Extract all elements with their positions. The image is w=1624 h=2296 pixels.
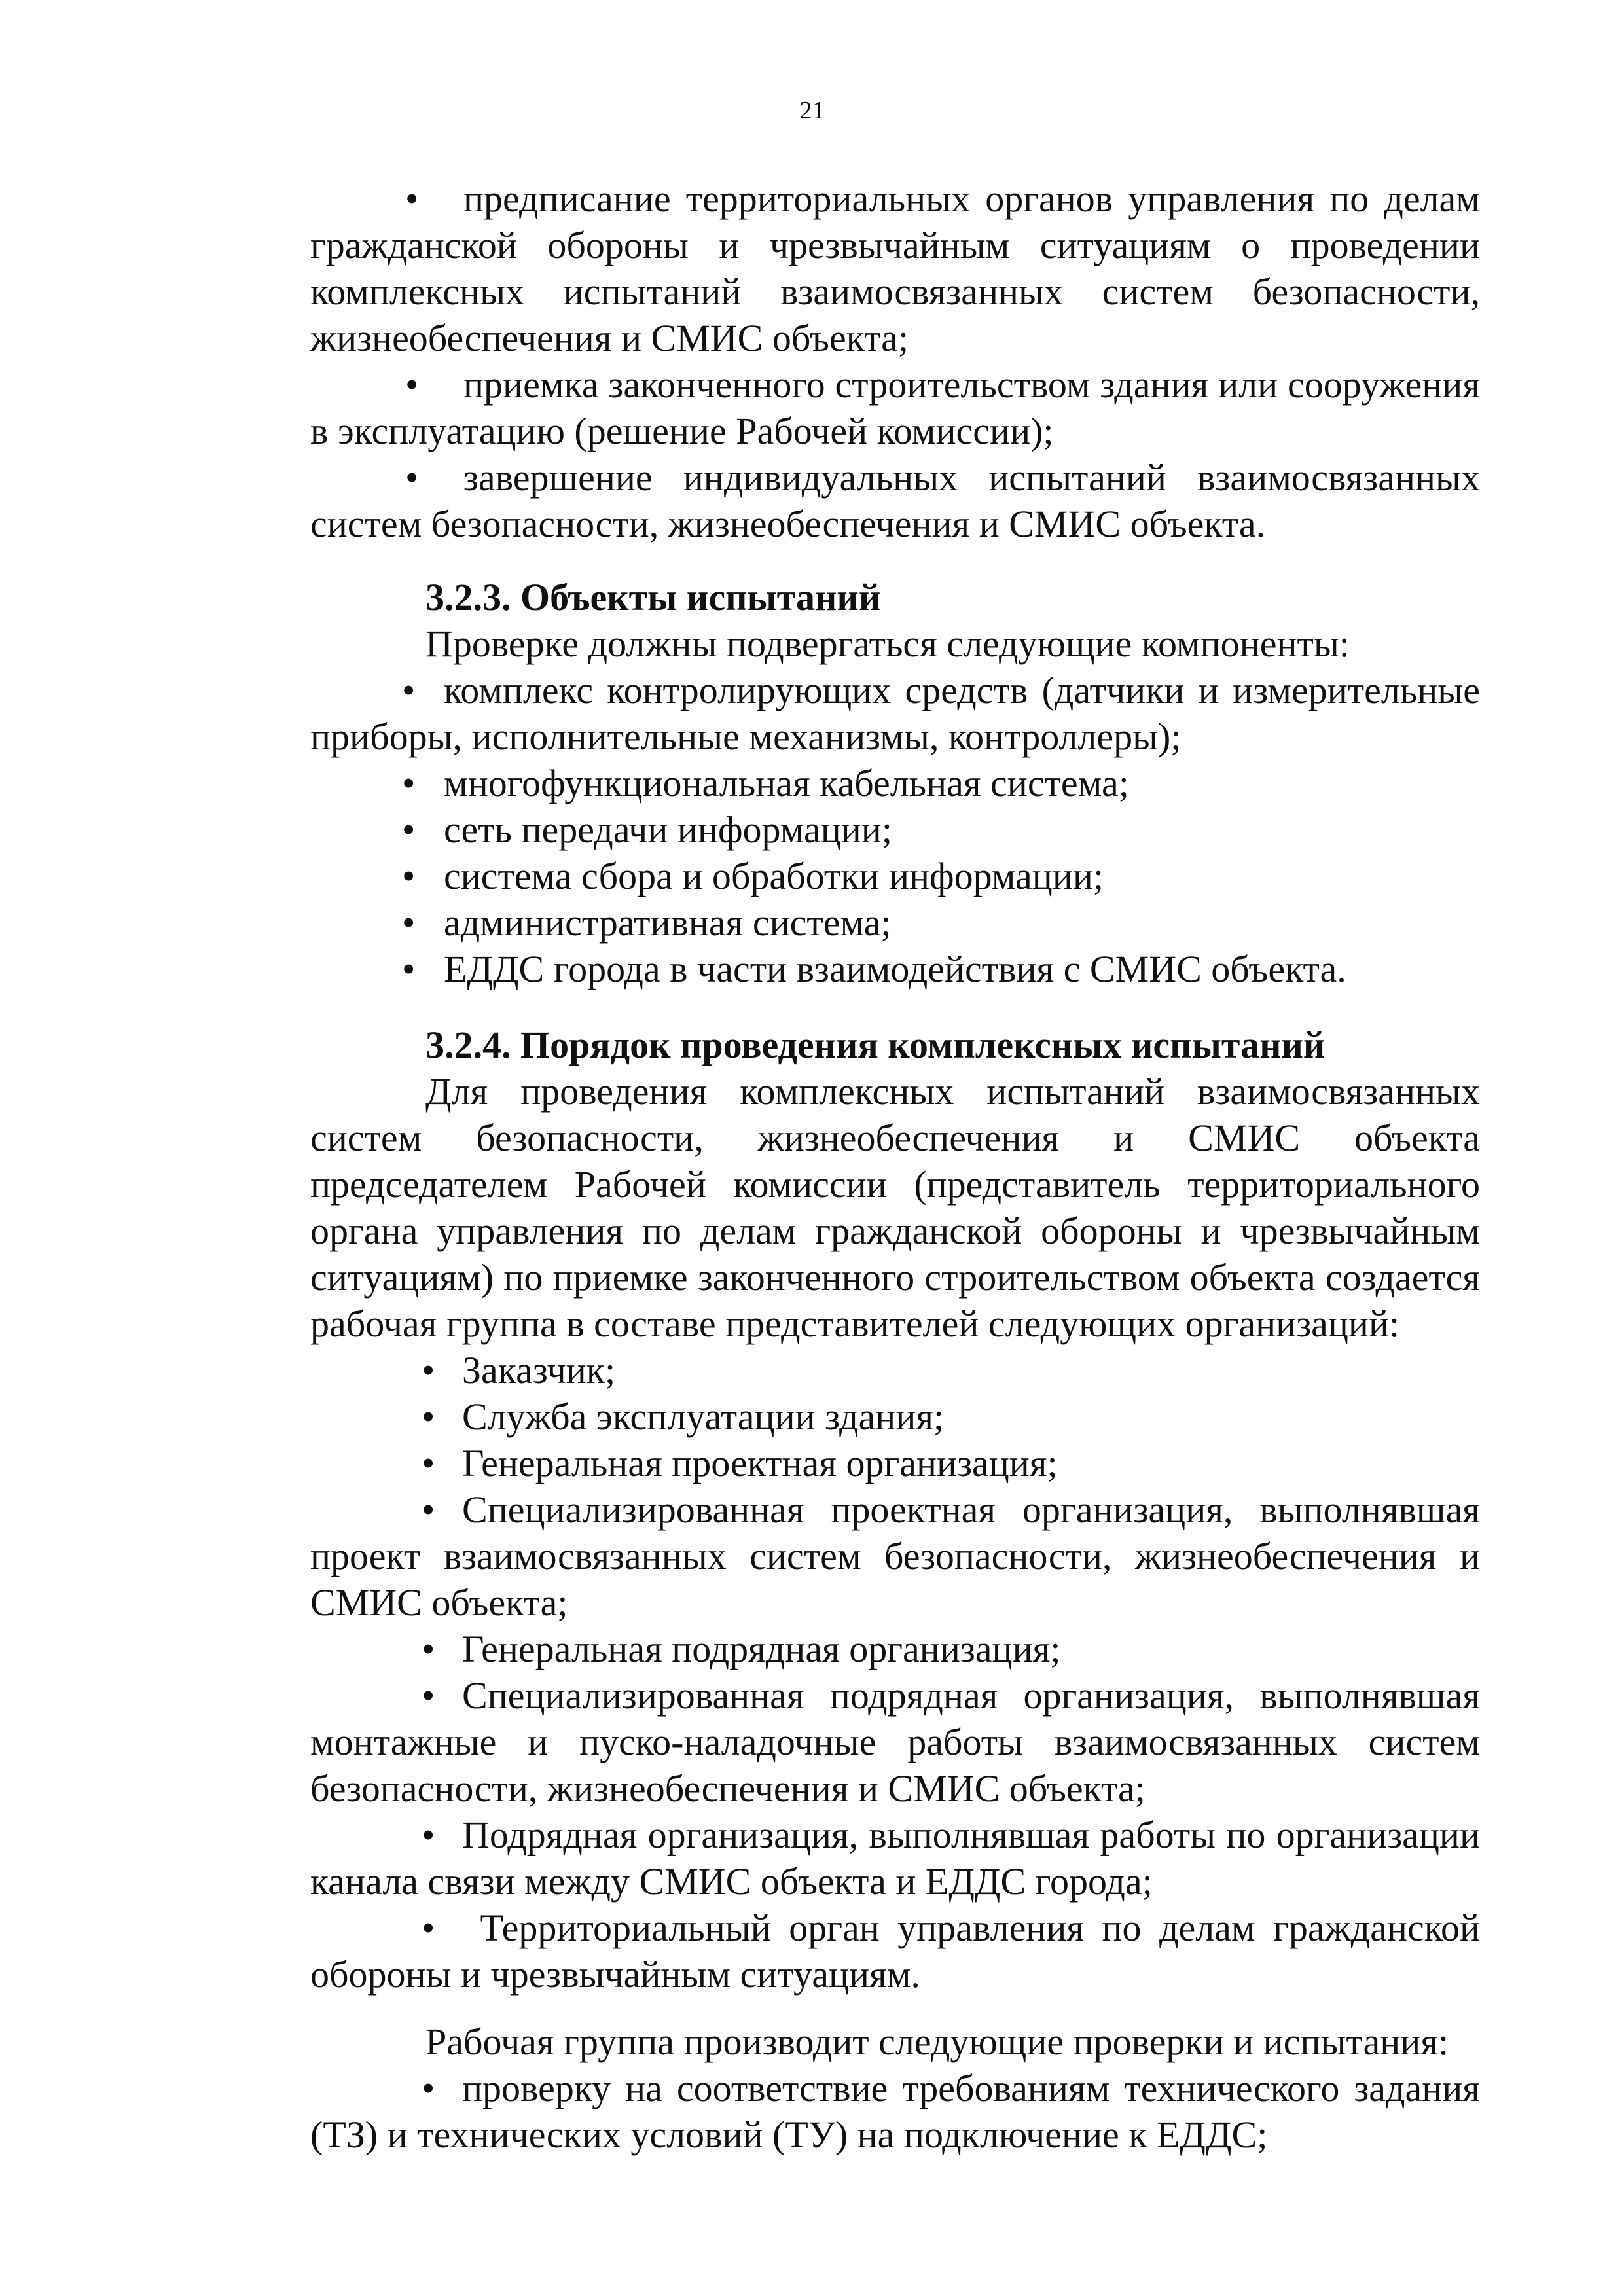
list-item-text: завершение индивидуальных испытаний взаимосвязанных систем безопасности, жизнеобеспечения и СМИС объекта. xyxy=(310,456,1480,545)
list-item-text: Генеральная проектная организация; xyxy=(462,1442,1058,1484)
document-body xyxy=(310,175,1480,2158)
bullet-icon: • xyxy=(402,948,416,990)
list-item xyxy=(310,760,1480,806)
bullet-icon: • xyxy=(402,762,416,804)
bullet-icon: • xyxy=(405,177,419,220)
list-item xyxy=(310,1626,1480,1672)
bullet-icon: • xyxy=(422,1349,435,1391)
bullet-icon: • xyxy=(402,669,416,711)
bullet-icon: • xyxy=(402,901,416,944)
bullet-icon: • xyxy=(405,456,419,499)
bullet-icon: • xyxy=(422,1395,435,1438)
list-item xyxy=(310,1812,1480,1905)
bullet-icon: • xyxy=(402,808,416,851)
bullet-icon: • xyxy=(405,363,419,406)
list-item xyxy=(310,1440,1480,1486)
list-item-text: Подрядная организация, выполнявшая работы по организации канала связи между СМИС объекта и ЕДДС города; xyxy=(310,1814,1480,1903)
list-item-text: Территориальный орган управления по делам гражданской обороны и чрезвычайным ситуациям. xyxy=(310,1907,1480,1996)
list-item xyxy=(310,2065,1480,2158)
list-item-text: ЕДДС города в части взаимодействия с СМИС объекта. xyxy=(444,948,1346,990)
bullet-icon: • xyxy=(422,1488,435,1531)
checks-intro: Рабочая группа производит следующие проверки и испытания: xyxy=(425,2020,1449,2063)
list-item xyxy=(310,1672,1480,1812)
list-item-text: комплекс контролирующих средств (датчики и измерительные приборы, исполнительные механизмы, контроллеры); xyxy=(310,669,1480,758)
page-number: 21 xyxy=(799,97,825,124)
list-item-text: Специализированная проектная организация, выполнявшая проект взаимосвязанных систем безопасности, жизнеобеспечения и СМИС объекта; xyxy=(310,1488,1480,1624)
list-item-text: административная система; xyxy=(444,901,892,944)
list-item xyxy=(310,1486,1480,1626)
list-item xyxy=(310,667,1480,760)
list-item xyxy=(310,175,1480,361)
bullet-icon: • xyxy=(422,1674,435,1717)
bullet-icon: • xyxy=(422,1628,435,1670)
list-item xyxy=(310,946,1480,992)
list-item xyxy=(310,806,1480,853)
list-item-text: приемка законченного строительством здания или сооружения в эксплуатацию (решение Рабочей комиссии); xyxy=(310,363,1480,452)
list-item-text: предписание территориальных органов управления по делам гражданской обороны и чрезвычайным ситуациям о проведении комплексных испытаний взаимосвязанных систем безопасности, жизнеобеспечения и СМИС объекта; xyxy=(310,177,1480,359)
section-intro: Проверке должны подвергаться следующие компоненты: xyxy=(425,622,1350,665)
bullet-icon: • xyxy=(422,1814,435,1856)
list-item-text: система сбора и обработки информации; xyxy=(444,855,1104,897)
list-item xyxy=(310,1393,1480,1440)
list-item-text: Служба эксплуатации здания; xyxy=(462,1395,945,1438)
list-item xyxy=(310,899,1480,946)
list-item xyxy=(310,1347,1480,1393)
section-heading-3-2-4: 3.2.4. Порядок проведения комплексных испытаний xyxy=(425,1024,1326,1066)
section-paragraph: Для проведения комплексных испытаний взаимосвязанных систем безопасности, жизнеобеспечения и СМИС объекта председателем Рабочей комиссии (представитель территориального органа управления по делам гражданской обороны и чрезвычайным ситуациям) по приемке законченного строительством объекта создается рабочая группа в составе представителей следующих организаций: xyxy=(310,1070,1480,1345)
bullet-icon: • xyxy=(402,855,416,897)
list-item-text: сеть передачи информации; xyxy=(444,808,892,851)
list-item xyxy=(310,454,1480,547)
list-item-text: Генеральная подрядная организация; xyxy=(462,1628,1061,1670)
list-item xyxy=(310,1905,1480,1998)
bullet-icon: • xyxy=(422,2067,435,2109)
list-item xyxy=(310,361,1480,454)
section-heading-3-2-3: 3.2.3. Объекты испытаний xyxy=(425,576,881,619)
bullet-icon: • xyxy=(422,1907,435,1949)
list-item-text: Заказчик; xyxy=(462,1349,616,1391)
bullet-icon: • xyxy=(422,1442,435,1484)
list-item xyxy=(310,853,1480,899)
list-item-text: проверку на соответствие требованиям технического задания (ТЗ) и технических условий (ТУ) на подключение к ЕДДС; xyxy=(310,2067,1480,2156)
list-item-text: многофункциональная кабельная система; xyxy=(444,762,1129,804)
list-item-text: Специализированная подрядная организация, выполнявшая монтажные и пуско-наладочные работы взаимосвязанных систем безопасности, жизнеобеспечения и СМИС объекта; xyxy=(310,1674,1480,1810)
